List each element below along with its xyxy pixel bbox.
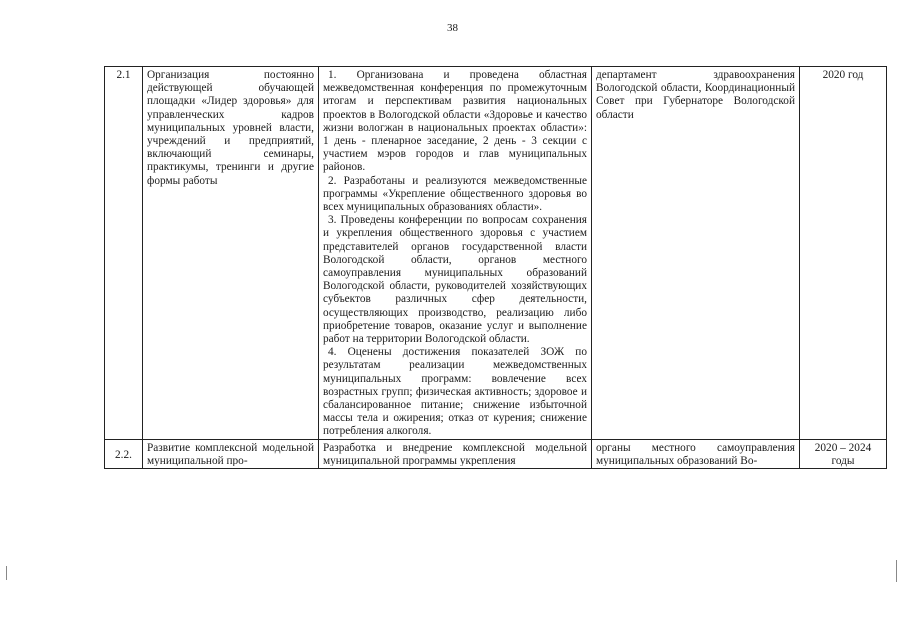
row-number: 2.2. (105, 439, 143, 468)
executor-text: органы местного самоуправления муниципальных образований Во- (596, 441, 795, 466)
term-cell: 2020 год (800, 67, 887, 440)
measures-table (104, 66, 887, 469)
row-number: 2.1 (105, 67, 143, 440)
executor-cell: департамент здравоохранения Вологодской области, Координационный Совет при Губернаторе Вологодской области (592, 67, 800, 440)
scan-edge-mark (896, 560, 897, 582)
result-item: 1. Организована и проведена областная межведомственная конференция по промежуточным итогам и перспективам развития национальных проектов в Вологодской области «Здоровье и качество жизни вологжан в национальных проектах области»: 1 день - пленарное заседание, 2 день - 3 секции с участием мэров городов и глав муниципальных районов. (323, 69, 587, 174)
results-cell (319, 439, 592, 468)
event-cell (143, 439, 319, 468)
scan-edge-mark (6, 566, 7, 580)
page-number: 38 (447, 22, 458, 34)
result-item: 2. Разработаны и реализуются межведомственные программы «Укрепление общественного здоровья во всех муниципальных образованиях области». (323, 174, 587, 214)
result-item: 3. Проведены конференции по вопросам сохранения и укрепления общественного здоровья с участием представителей органов государственной власти Вологодской области, органов местного самоуправления муниципальных образований Вологодской области, руководителей хозяйствующих субъектов различных сфер деятельности, осуществляющих производство, реализацию либо приобретение товаров, оказание услуг и выполнение работ на территории Вологодской области. (323, 214, 587, 346)
table-row (105, 67, 887, 440)
executor-cell (592, 439, 800, 468)
event-cell: Организация постоянно действующей обучающей площадки «Лидер здоровья» для управленческих кадров муниципальных уровней власти, учреждений и предприятий, включающий семинары, практикумы, тренинги и другие формы работы (143, 67, 319, 440)
table-row (105, 439, 887, 468)
result-item: Разработка и внедрение комплексной модельной муниципальной программы укрепления (323, 441, 587, 466)
results-cell (319, 67, 592, 440)
event-text: Развитие комплексной модельной муниципальной про- (147, 441, 314, 466)
term-cell: 2020 – 2024 годы (800, 439, 887, 468)
result-item: 4. Оценены достижения показателей ЗОЖ по результатам реализации межведомственных муниципальных программ: вовлечение всех возрастных групп; физическая активность; здоровое и сбалансированное питание; снижение избыточной массы тела и ожирения; отказ от курения; снижение потребления алкоголя. (323, 346, 587, 438)
